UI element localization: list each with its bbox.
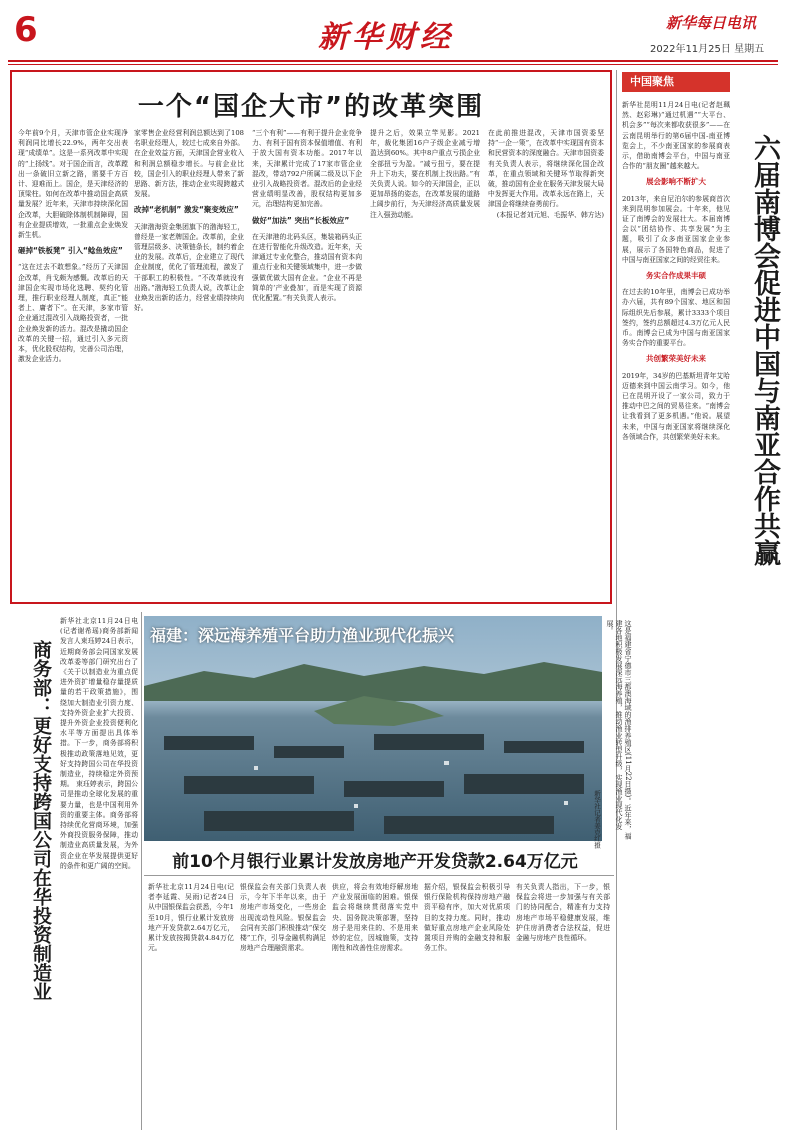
main-col2-text: 家零售企业经营利润总额达到了108名职业经理人，较过七成来自外部。在企业效益方面，天津国企营业收入和利润总额稳步增长。与前企业比较，国企引入的职业经理人带来了新思路、新方法，推动企业实现跨越式发展。 [134, 129, 244, 199]
photo-title: 福建：深远海养殖平台助力渔业现代化振兴 [150, 626, 455, 645]
nanbohui-p2: 在过去的10年里，南博会已成功举办六届，共有89个国家、地区和国际组织先后参展，累计3333个项目签约，签约总额超过4.3万亿元人民币。南博会已成为中国与南亚国家务实合作的重要平台。 [622, 288, 730, 348]
main-col1-text: 今年前9个月，天津市管企业实现净利润同比增长22.9%，两年交出表现“成绩单”。这是一系列改革中实现的“上扬线”。对于国企而言，改革蹚出一条破旧立新之路，需要千方百计、迎难而上。国企，是天津经济的顶梁柱。如何在改革中推动国企高质量发展？近年来，天津市持续深化国企改革，大胆破除体制机制障碍，国有企业提质增效，一批重点企业焕发新生机。 [18, 129, 128, 240]
main-col2b-text: 天津渤海资金集团旗下的渤海轻工，曾经是一家老牌国企。改革前，企业管理层级多、决策链条长，制约着企业的发展。改革后，企业建立了现代企业制度，优化了管理流程，激发了干部职工的积极性。“不改革就没有出路。”渤海轻工负责人说，改革让企业焕发出新的活力，经营业绩持续向好。 [134, 222, 244, 313]
loan-column-4 [424, 882, 510, 1132]
main-article-column-3 [252, 128, 362, 598]
right-section-divider [616, 70, 617, 1130]
nanbohui-p1: 2013年，来自尼泊尔的参展商首次来到昆明参加展会。十年来，他见证了南博会的发展壮大。本届南博会以“团结协作、共享发展”为主题，吸引了众多南亚国家企业参展，展示了各国特色商品，促进了中国与南亚国家之间的经贸往来。 [622, 194, 730, 264]
loan-col4-text: 据介绍，银保监会积极引导银行保险机构保持房地产融资平稳有序，加大对优质项目的支持力度。同时，推动做好重点房地产企业风险处置项目并购的金融支持和服务工作。 [424, 883, 510, 953]
main-col5-text: 在此前推进混改，天津市国资委坚持“一企一策”，在改革中实现国有资本和民营资本的深度融合。天津市国资委有关负责人表示，将继续深化国企改革，在重点领域和关键环节取得新突破，推动国有企业在服务天津发展大局中发挥更大作用。改革永远在路上，天津国企将继续奋勇前行。 [488, 129, 604, 209]
main-col1b-text: “这在过去不敢想象。”经历了天津国企改革，肖戈颇为感慨。改革后的天津国企实现市场化选聘、契约化管理，推行职业经理人制度，真正“能者上、庸者下”。在天津，多家市管企业通过混改引入战略投资者，一批企业焕发新的活力。混改是撬动国企改革的关键一招，通过引入多元资本，优化股权结构，完善公司治理，激发企业活力。 [18, 263, 128, 364]
commerce-body-text: 新华社北京11月24日电(记者谢希瑶)商务部新闻发言人束珏婷24日表示，近期商务部会同国家发展改革委等部门研究出台了《关于以制造业为重点促进外资扩增量稳存量提质量的若干政策措施》，围绕加大制造业引资力度、支持外资企业扩大投资、提升外资企业投资便利化水平等方面提出具体举措。下一步，商务部将积极推动政策落地见效，更好支持跨国公司在华投资制造业，持续稳定外资预期。 [60, 617, 138, 789]
main-article-column-4 [370, 128, 480, 598]
china-focus-tag: 中国聚焦 [622, 72, 730, 92]
loan-column-3 [332, 882, 418, 1132]
loan-col5-text: 有关负责人指出，下一步，银保监会将进一步加强与有关部门的协同配合，精准有力支持房地产市场平稳健康发展，维护住房消费者合法权益，促进金融与房地产良性循环。 [516, 883, 610, 943]
main-col4-text: 提升之后，效果立竿见影。2021年，裁化集团16户子级企业减亏增盈达到60%。其中8户重点亏损企业全部扭亏为盈。“减亏扭亏，要在提升上下功夫，要在机制上找出路。”有关负责人说。如今的天津国企，正以更加昂扬的姿态，在改革发展的道路上阔步前行，为天津经济高质量发展注入强劲动能。 [370, 129, 480, 219]
nanbohui-lead: 新华社昆明11月24日电(记者赵珮然、赵彩琳)“通过机遇”“大平台、机会多”“每次来都收获很多”——在云南昆明举行的第6届中国-南亚博览会上，不少南亚国家的参展商表示，借助南博会平台，中国与南亚合作的“朋友圈”越来越大。 [622, 101, 730, 171]
page-number: 6 [14, 10, 38, 50]
nanbohui-title: 六届南博会促进中国与南亚合作共赢 [749, 134, 780, 566]
main-col3-text: “三个有利”——有利于提升企业竞争力、有利于国有资本保值增值、有利于放大国有资本功能。2017年以来，天津累计完成了17家市管企业混改，带动792户所属二级及以下企业引入战略投资者。混改后的企业经营业绩明显改善，股权结构更加多元，治理结构更加完善。 [252, 129, 362, 209]
loan-col2-text: 银保监会有关部门负责人表示，今年下半年以来，由于房地产市场变化，一些房企出现流动性风险。银保监会会同有关部门积极推动“保交楼”工作，引导金融机构满足房地产合理融资需求。 [240, 883, 326, 953]
nanbohui-p3: 2019年，34岁的巴基斯坦青年艾哈迈德来到中国云南学习。如今，他已在昆明开设了一家公司，致力于推动中巴之间的贸易往来。“南博会让我看到了更多机遇。”他说。展望未来，中国与南亚国家将继续深化各领域合作，共创繁荣美好未来。 [622, 371, 730, 441]
section-name: 新华财经 [318, 20, 454, 55]
commerce-article-body [60, 616, 138, 1126]
photo-credit: 新华社记者姜克红摄 [593, 790, 601, 849]
loan-title-divider [144, 875, 614, 876]
loan-column-2 [240, 882, 326, 1132]
main-subhead-3: 做好“加法” 突出“长板效应” [252, 215, 350, 225]
nanbohui-body [622, 100, 730, 1130]
commerce-divider [141, 612, 142, 1130]
main-article-byline: (本报记者刘元旭、毛振华、韩方达) [496, 210, 604, 219]
loan-col3-text: 供应，将会有效地纾解房地产业发展面临的困难。银保监会将继续贯彻落实党中央、国务院决策部署，坚持房子是用来住的、不是用来炒的定位，因城施策，支持刚性和改善性住房需求。 [332, 883, 418, 953]
aquaculture-photo [144, 616, 602, 841]
nanbohui-subhead-1: 展会影响不断扩大 [646, 177, 706, 187]
loan-column-5 [516, 882, 610, 1132]
main-article-column-1 [18, 128, 128, 598]
masthead-rule-thin [8, 64, 778, 65]
main-article-column-2 [134, 128, 244, 598]
loan-col1-text: 新华社北京11月24日电(记者李延霞、吴雨)记者24日从中国银保监会获悉，今年1至10月，银行业累计发放房地产开发贷款2.64万亿元，累计发放按揭贷款4.84万亿元。 [148, 883, 234, 953]
nanbohui-subhead-2: 务实合作成果丰硕 [646, 271, 706, 281]
paper-name: 新华每日电讯 [666, 14, 757, 32]
main-article-title: 一个“国企大市”的改革突围 [137, 92, 485, 122]
masthead-rule [8, 60, 778, 62]
nanbohui-subhead-3: 共创繁荣美好未来 [646, 354, 706, 364]
main-subhead-2: 改掉“老机制” 激发“聚变效应” [134, 205, 239, 215]
loan-column-1 [148, 882, 234, 1132]
main-subhead-1: 砸掉“铁板凳” 引入“鲶鱼效应” [18, 246, 123, 256]
masthead [0, 0, 787, 62]
main-col3b-text: 在天津港的北码头区，集装箱码头正在进行智能化升级改造。近年来，天津通过专业化整合，推动国有资本向重点行业和关键领域集中，进一步做强做优做大国有企业。“企业不再是简单的‘产业叠加’，而是实现了资源优化配置。”有关负责人表示。 [252, 232, 362, 303]
commerce-body-text-2: 束珏婷表示，跨国公司是推动全球化发展的重要力量，也是中国利用外资的重要主体。商务部将持续优化营商环境，加强外商投资服务保障，推动制造业高质量发展，为外资企业在华发展提供更好的条件和更广阔的空间。 [60, 780, 138, 870]
main-article-column-5 [488, 128, 604, 598]
photo-caption: 这是福建省宁德市三都澳海域的渔排养殖区(11月22日摄)。近年来，福建各地积极发展深远海养殖，推动渔业转型升级，实现渔业现代化发展。 [606, 620, 632, 840]
loan-article-title: 前10个月银行业累计发放房地产开发贷款2.64万亿元 [172, 852, 578, 872]
paper-date: 2022年11月25日 星期五 [650, 44, 765, 55]
commerce-article-title: 商务部：更好支持跨国公司在华投资制造业 [30, 640, 52, 1001]
